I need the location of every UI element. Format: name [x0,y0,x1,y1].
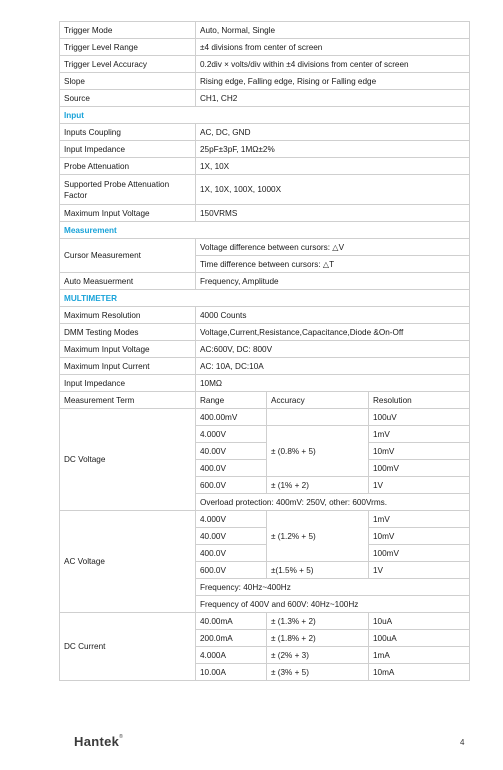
resolution-cell: 1mV [369,426,470,443]
spec-value: Voltage difference between cursors: △V [196,239,470,256]
spec-label: Maximum Input Voltage [60,205,196,222]
spec-label: Input Impedance [60,141,196,158]
header-range: Range [196,392,267,409]
accuracy-cell: ± (1% + 2) [267,477,369,494]
spec-value: AC, DC, GND [196,124,470,141]
spec-value: 4000 Counts [196,307,470,324]
spec-value: AC:600V, DC: 800V [196,341,470,358]
resolution-cell: 10mV [369,443,470,460]
resolution-cell: 100uV [369,409,470,426]
table-row [60,375,470,392]
table-row [60,56,470,73]
spec-value: 1X, 10X [196,158,470,175]
spec-label: Slope [60,73,196,90]
resolution-cell: 100mV [369,545,470,562]
spec-label: Trigger Mode [60,22,196,39]
table-row [60,39,470,56]
range-cell: 600.0V [196,562,267,579]
spec-value: 150VRMS [196,205,470,222]
resolution-cell: 1mV [369,511,470,528]
section-title-measurement: Measurement [60,222,470,239]
accuracy-cell [267,409,369,426]
spec-label: Maximum Input Voltage [60,341,196,358]
range-cell: 4.000V [196,511,267,528]
spec-value: CH1, CH2 [196,90,470,107]
range-cell: 40.00mA [196,613,267,630]
range-cell: 10.00A [196,664,267,681]
range-cell: 4.000V [196,426,267,443]
spec-value: Frequency, Amplitude [196,273,470,290]
range-cell: 400.0V [196,460,267,477]
resolution-cell: 1V [369,477,470,494]
spec-value: 1X, 10X, 100X, 1000X [196,175,470,205]
resolution-cell: 1mA [369,647,470,664]
spec-label: Cursor Measurement [60,239,196,273]
table-row [60,613,470,630]
spec-label: Maximum Resolution [60,307,196,324]
header-accuracy: Accuracy [267,392,369,409]
section-title-multimeter: MULTIMETER [60,290,470,307]
term-dc-current: DC Current [60,613,196,681]
range-cell: 400.0V [196,545,267,562]
table-row [60,205,470,222]
table-row [60,158,470,175]
accuracy-cell: ± (0.8% + 5) [267,426,369,477]
header-resolution: Resolution [369,392,470,409]
spec-value: Rising edge, Falling edge, Rising or Falling edge [196,73,470,90]
hantek-logo [74,734,123,749]
table-row [60,324,470,341]
range-cell: 40.00V [196,443,267,460]
spec-label: Auto Measuerment [60,273,196,290]
range-cell: 40.00V [196,528,267,545]
resolution-cell: 10mA [369,664,470,681]
table-row [60,273,470,290]
accuracy-cell: ± (2% + 3) [267,647,369,664]
table-row [60,239,470,256]
table-row [60,341,470,358]
resolution-cell: 10mV [369,528,470,545]
spec-table [59,21,470,681]
accuracy-cell: ± (3% + 5) [267,664,369,681]
spec-value: 25pF±3pF, 1MΩ±2% [196,141,470,158]
section-title-input: Input [60,107,470,124]
table-row [60,307,470,324]
range-cell: 200.0mA [196,630,267,647]
section-header-row [60,290,470,307]
table-row [60,511,470,528]
registered-mark: ® [119,734,124,740]
note-cell: Overload protection: 400mV: 250V, other: 600Vrms. [196,494,470,511]
spec-label: Trigger Level Range [60,39,196,56]
spec-value: 10MΩ [196,375,470,392]
note-cell: Frequency of 400V and 600V: 40Hz~100Hz [196,596,470,613]
accuracy-cell: ± (1.8% + 2) [267,630,369,647]
accuracy-cell: ± (1.2% + 5) [267,511,369,562]
page-number: 4 [460,738,465,747]
resolution-cell: 100mV [369,460,470,477]
column-header-row [60,392,470,409]
spec-value: Auto, Normal, Single [196,22,470,39]
table-row [60,358,470,375]
table-row [60,141,470,158]
range-cell: 400.00mV [196,409,267,426]
section-header-row [60,222,470,239]
spec-value: 0.2div × volts/div within ±4 divisions from center of screen [196,56,470,73]
spec-value: ±4 divisions from center of screen [196,39,470,56]
spec-value: Time difference between cursors: △T [196,256,470,273]
spec-label: Maximum Input Current [60,358,196,375]
spec-label: DMM Testing Modes [60,324,196,341]
term-dc-voltage: DC Voltage [60,409,196,511]
note-cell: Frequency: 40Hz~400Hz [196,579,470,596]
table-row [60,73,470,90]
table-row [60,124,470,141]
table-row [60,175,470,205]
range-cell: 600.0V [196,477,267,494]
table-row [60,409,470,426]
spec-label: Supported Probe Attenuation Factor [60,175,196,205]
resolution-cell: 1V [369,562,470,579]
accuracy-cell: ±(1.5% + 5) [267,562,369,579]
range-cell: 4.000A [196,647,267,664]
resolution-cell: 10uA [369,613,470,630]
spec-label: Source [60,90,196,107]
spec-value: Voltage,Current,Resistance,Capacitance,Diode &On-Off [196,324,470,341]
section-header-row [60,107,470,124]
spec-value: AC: 10A, DC:10A [196,358,470,375]
table-row [60,90,470,107]
logo-text: Hantek [74,734,120,749]
header-term: Measurement Term [60,392,196,409]
resolution-cell: 100uA [369,630,470,647]
term-ac-voltage: AC Voltage [60,511,196,613]
accuracy-cell: ± (1.3% + 2) [267,613,369,630]
spec-label: Inputs Coupling [60,124,196,141]
table-row [60,22,470,39]
spec-label: Input Impedance [60,375,196,392]
spec-label: Trigger Level Accuracy [60,56,196,73]
spec-label: Probe Attenuation [60,158,196,175]
